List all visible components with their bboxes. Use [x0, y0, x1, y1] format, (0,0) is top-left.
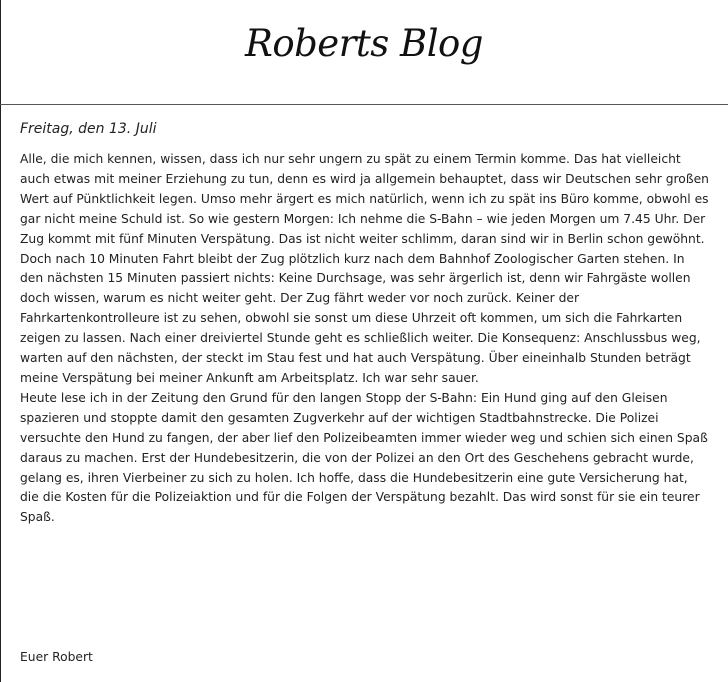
blog-title: Roberts Blog: [244, 22, 483, 65]
post-date: Freitag, den 13. Juli: [20, 121, 157, 137]
left-border-line: [0, 0, 1, 682]
header-divider: [0, 104, 728, 105]
post-paragraph-1: Alle, die mich kennen, wissen, dass ich nur sehr ungern zu spät zu einem Termin komme. Das hat vielleicht auch etwas mit meiner Erziehung zu tun, denn es wird ja allgemein behauptet, dass wir Deutschen sehr großen Wert auf Pünktlichkeit legen. Umso mehr ärgert es mich natürlich, wenn ich zu spät ins Büro komme, obwohl es gar nicht meine Schuld ist. So wie gestern Morgen: Ich nehme die S-Bahn – wie jeden Morgen um 7.45 Uhr. Der Zug kommt mit fünf Minuten Verspätung. Das ist nicht weiter schlimm, daran sind wir in Berlin schon gewöhnt. Doch nach 10 Minuten Fahrt bleibt der Zug plötzlich kurz nach dem Bahnhof Zoologischer Garten stehen. In den nächsten 15 Minuten passiert nichts: Keine Durchsage, was sehr ärgerlich ist, denn wir Fahrgäste wollen doch wissen, warum es nicht weiter geht. Der Zug fährt weder vor noch zurück. Keiner der Fahrkartenkontrolleure ist zu sehen, obwohl sie sonst um diese Uhrzeit oft kommen, um sich die Fahrkarten zeigen zu lassen. Nach einer dreiviertel Stunde geht es schließlich weiter. Die Konsequenz: Anschlussbus weg, warten auf den nächsten, der steckt im Stau fest und hat auch Verspätung. Über eineinhalb Stunden beträgt meine Verspätung bei meiner Ankunft am Arbeitsplatz. Ich war sehr sauer.: [20, 152, 709, 385]
post-signature: Euer Robert: [20, 650, 93, 664]
post-body: [20, 150, 710, 528]
post-paragraph-2: Heute lese ich in der Zeitung den Grund für den langen Stopp der S-Bahn: Ein Hund ging auf den Gleisen spazieren und stoppte damit den gesamten Zugverkehr auf der wichtigen Stadtbahnstrecke. Die Polizei versuchte den Hund zu fangen, der aber lief den Polizeibeamten immer wieder weg und schien sich einen Spaß daraus zu machen. Erst der Hundebesitzerin, die von der Polizei an den Ort des Geschehens gebracht wurde, gelang es, ihren Vierbeiner zu sich zu holen. Ich hoffe, dass die Hundebesitzerin eine gute Versicherung hat, die die Kosten für die Polizeiaktion und für die Folgen der Verspätung bezahlt. Das wird sonst für sie ein teurer Spaß.: [20, 390, 708, 525]
